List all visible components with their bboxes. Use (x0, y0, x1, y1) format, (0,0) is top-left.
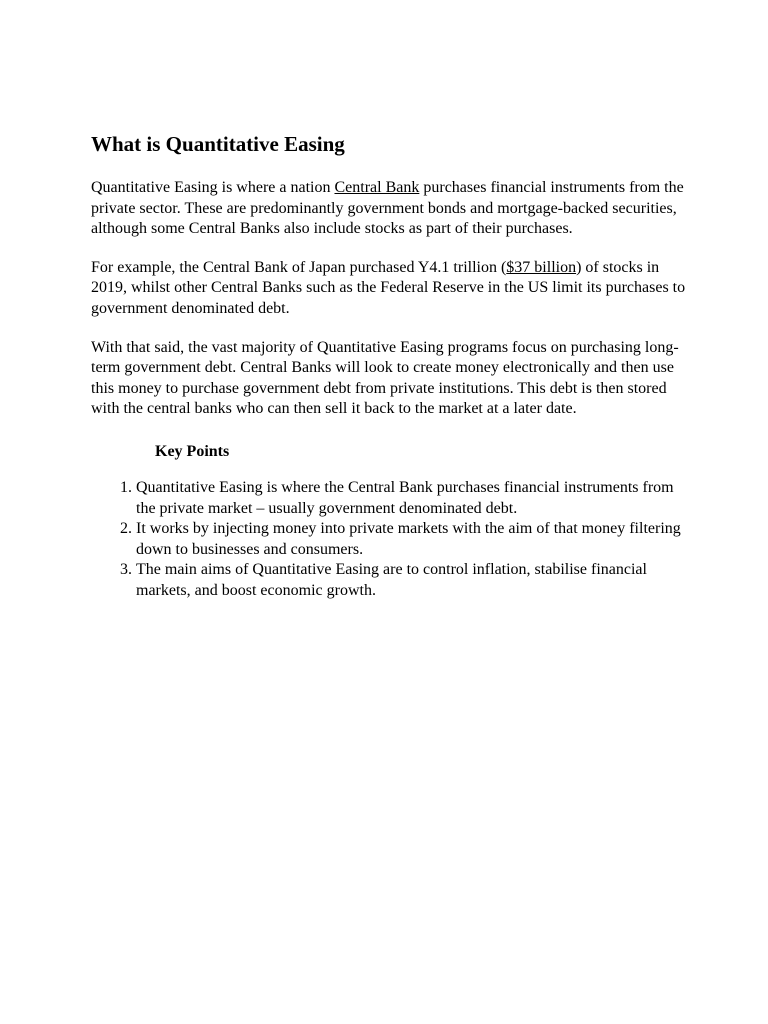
paragraph-text: ) of stocks in 2019, whilst other Central Banks such as the Federal Reserve in the US limit its purchases to government denominated debt. (91, 258, 686, 317)
paragraph-text: Quantitative Easing is where a nation (91, 179, 335, 196)
document-page (91, 128, 691, 602)
paragraph-example (91, 258, 691, 320)
list-item: 2. It works by injecting money into private markets with the aim of that money filtering down to businesses and consumers. (136, 519, 691, 560)
key-points-heading: Key Points (155, 442, 230, 460)
page-title: What is Quantitative Easing (91, 132, 345, 156)
paragraph-intro (91, 178, 691, 240)
paragraph-details: With that said, the vast majority of Quantitative Easing programs focus on purchasing long-term government debt. Central Banks will look to create money electronically and then use this money to purchase government debt from private institutions. This debt is then stored with the central banks who can then sell it back to the market at a later date. (91, 338, 679, 418)
paragraph-text: For example, the Central Bank of Japan purchased Y4.1 trillion ( (91, 258, 507, 276)
billion-link[interactable]: $37 billion (506, 258, 577, 276)
paragraph-text: purchases financial instruments from the private sector. These are predominantly government bonds and mortgage-backed securities, although some Central Banks also include stocks as part of their purchases. (91, 179, 684, 238)
central-bank-link[interactable]: Central Bank (334, 179, 420, 196)
list-item: 1. Quantitative Easing is where the Central Bank purchases financial instruments from the private market – usually government denominated debt. (136, 478, 691, 519)
list-item: 3. The main aims of Quantitative Easing are to control inflation, stabilise financial markets, and boost economic growth. (136, 560, 691, 601)
key-points-list (91, 478, 691, 602)
